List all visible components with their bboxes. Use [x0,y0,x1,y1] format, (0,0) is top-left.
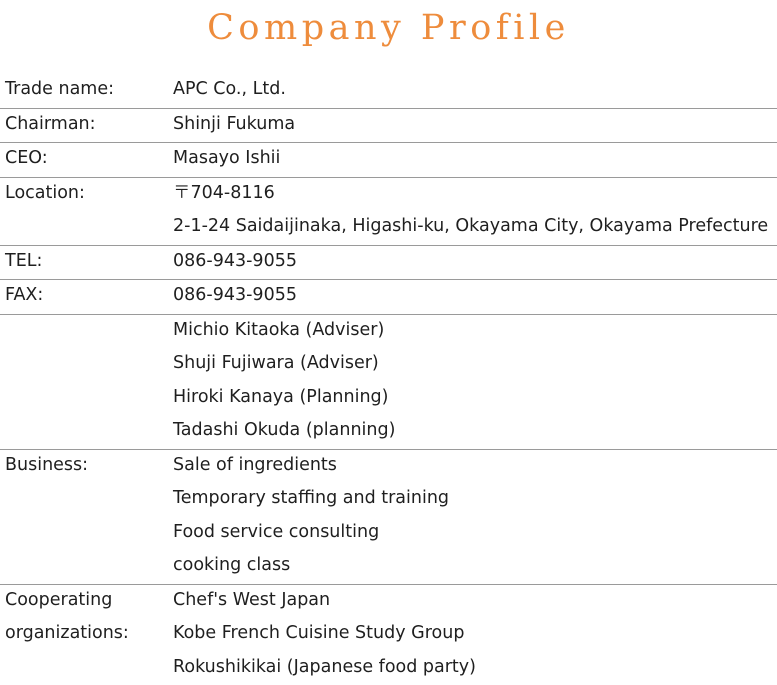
row-value: 2-1-24 Saidaijinaka, Higashi-ku, Okayama City, Okayama Prefecture [168,211,777,245]
row-value: Sale of ingredients [168,450,777,484]
row-value: 086-943-9055 [168,246,777,280]
row-value-cell [168,584,777,685]
profile-table-body [0,74,777,685]
row-value: Tadashi Okuda (planning) [168,415,777,449]
profile-row [0,314,777,449]
profile-row [0,280,777,315]
row-value: Shuji Fujiwara (Adviser) [168,348,777,382]
row-value: Rokushikikai (Japanese food party) [168,652,777,685]
profile-row [0,143,777,178]
row-value-cell [168,177,777,245]
profile-row [0,245,777,280]
row-label-cell [0,280,168,315]
row-value-cell [168,74,777,108]
row-value: 086-943-9055 [168,280,777,314]
row-value: cooking class [168,550,777,584]
row-value: Hiroki Kanaya (Planning) [168,382,777,416]
row-value-cell [168,314,777,449]
row-value: Food service consulting [168,517,777,551]
row-label: organizations: [0,618,168,652]
row-value: Masayo Ishii [168,143,777,177]
row-value: Temporary staffing and training [168,483,777,517]
profile-row [0,449,777,584]
company-profile-table [0,74,777,685]
row-value-cell [168,449,777,584]
row-label-cell [0,314,168,449]
row-label-cell [0,143,168,178]
profile-row [0,177,777,245]
row-label: Chairman: [0,109,168,143]
row-label-cell [0,584,168,685]
row-value-cell [168,280,777,315]
row-label: Location: [0,178,168,212]
row-label-cell [0,449,168,584]
row-label: Business: [0,450,168,484]
row-label-cell [0,177,168,245]
row-value: Kobe French Cuisine Study Group [168,618,777,652]
row-value-cell [168,108,777,143]
row-value: APC Co., Ltd. [168,74,777,108]
row-label: TEL: [0,246,168,280]
row-label: Cooperating [0,585,168,619]
page-title: Company Profile [0,0,777,74]
row-value: Michio Kitaoka (Adviser) [168,315,777,349]
profile-row [0,74,777,108]
row-label: Trade name: [0,74,168,108]
row-label-cell [0,245,168,280]
row-value-cell [168,245,777,280]
profile-row [0,584,777,685]
row-value: Chef's West Japan [168,585,777,619]
row-label-cell [0,74,168,108]
row-label: CEO: [0,143,168,177]
row-label: FAX: [0,280,168,314]
row-value: Shinji Fukuma [168,109,777,143]
row-value: 〒704-8116 [168,178,777,212]
profile-row [0,108,777,143]
row-value-cell [168,143,777,178]
row-label-cell [0,108,168,143]
